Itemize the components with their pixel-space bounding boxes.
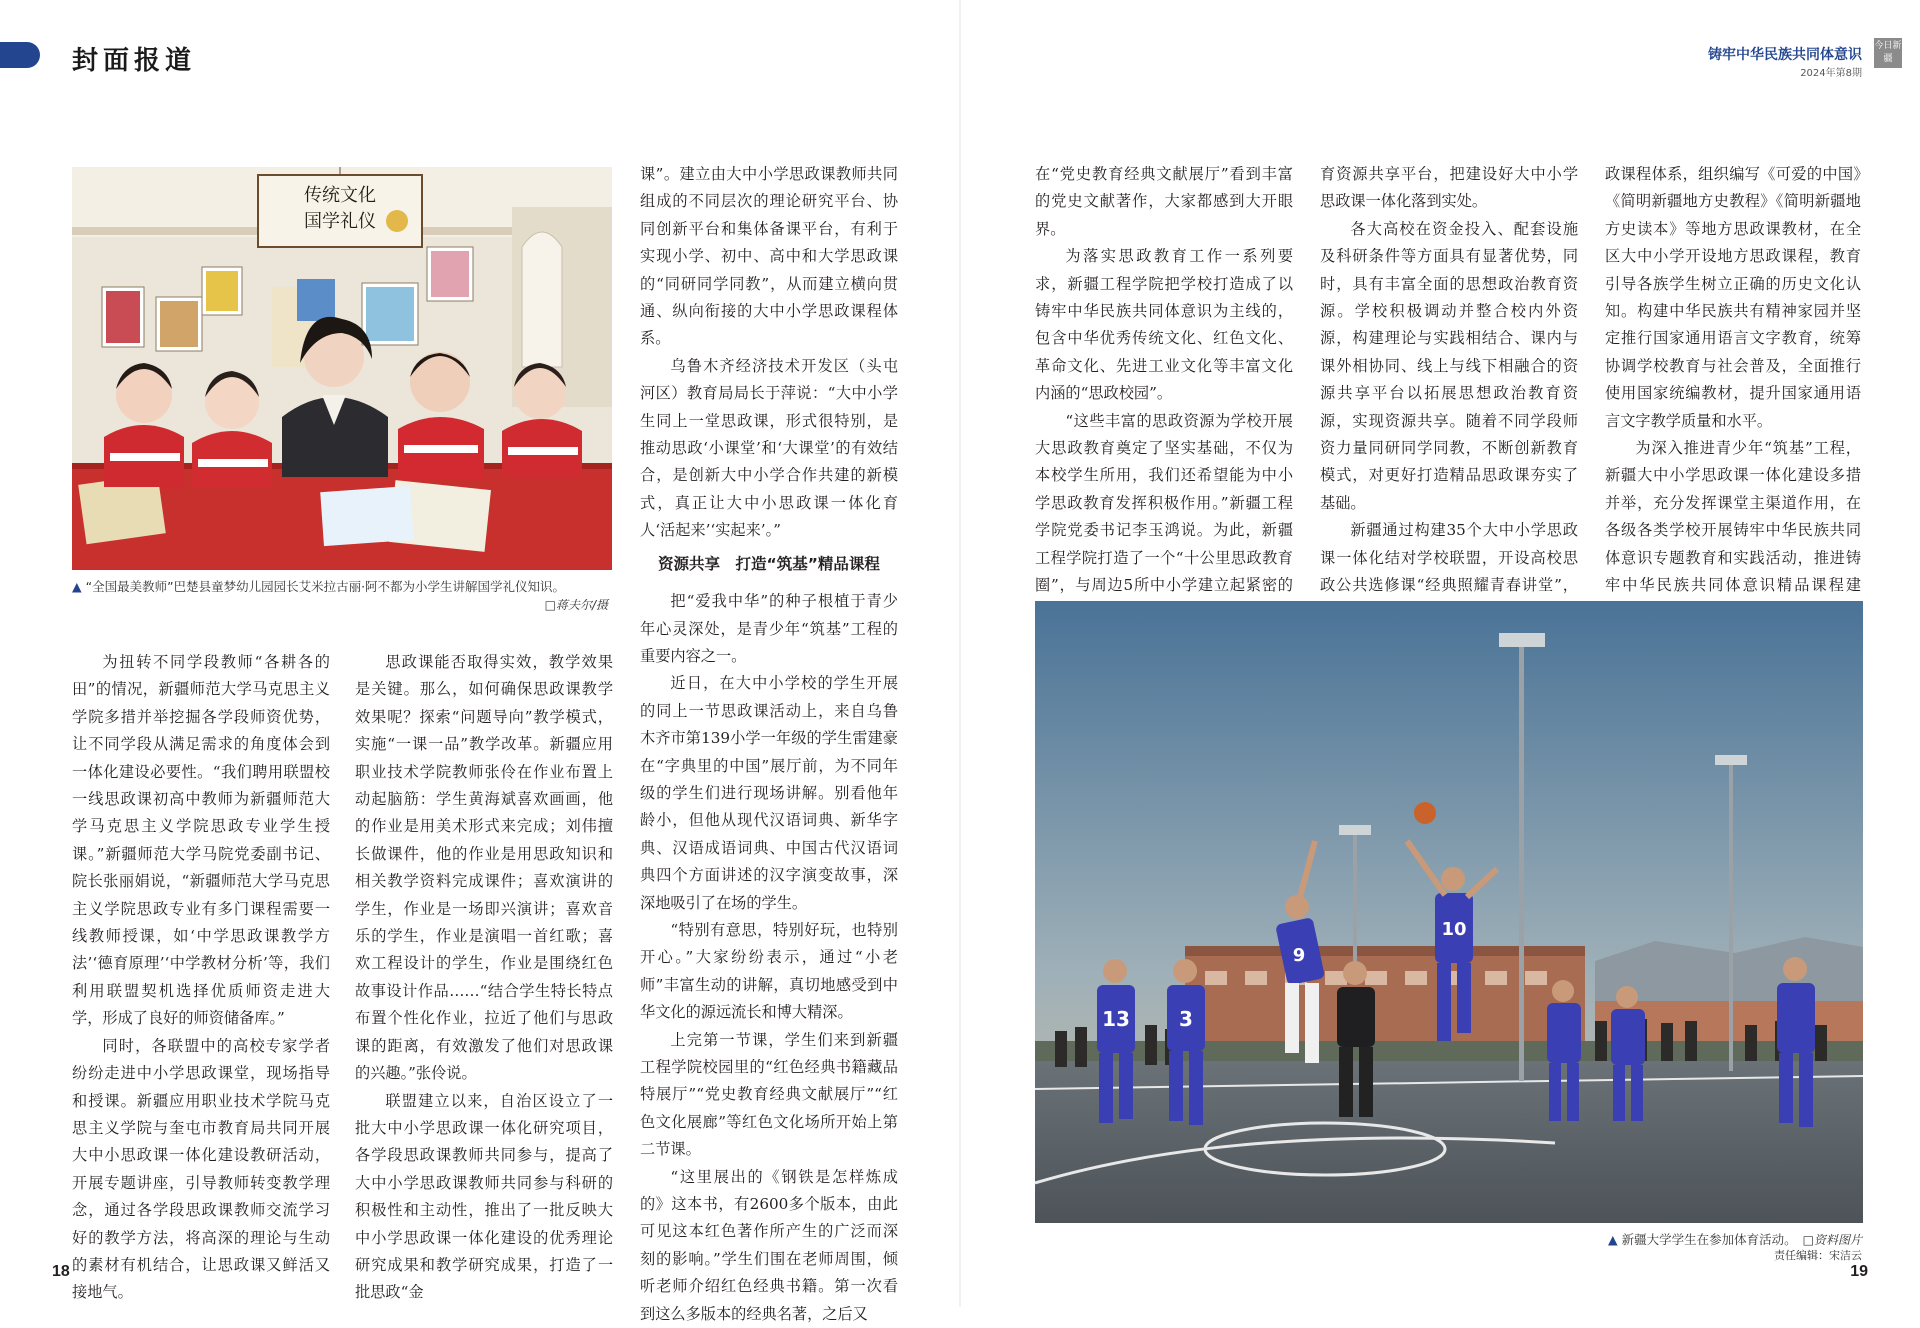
seal-text: 今日新疆: [1874, 41, 1902, 64]
paragraph: 育资源共享平台，把建设好大中小学思政课一体化落到实处。: [1320, 165, 1578, 211]
magazine-title: 铸牢中华民族共同体意识: [1708, 47, 1862, 63]
paragraph: 上完第一节课，学生们来到新疆工程学院校园里的“红色经典书籍藏品特展厅”“党史教育经典文献展厅”“红色文化展廊”等红色文化场所开始上第二节课。: [640, 1030, 898, 1159]
photo2-credit: □资料图片: [1802, 1233, 1862, 1247]
classroom-photo: [72, 167, 612, 570]
basketball-photo: [1035, 601, 1863, 1223]
page-number-left: 18: [52, 1263, 70, 1280]
paragraph: 在“党史教育经典文献展厅”看到丰富的党史文献著作，大家都感到大开眼界。: [1035, 165, 1293, 238]
photo2-caption-text: 新疆大学学生在参加体育活动。: [1621, 1232, 1797, 1247]
paragraph: “特别有意思，特别好玩，也特别开心。”大家纷纷表示，通过“小老师”丰富生动的讲解，真切地感受到中华文化的源远流长和博大精深。: [640, 920, 898, 1022]
issue-number: 2024年第8期: [1800, 68, 1862, 79]
editor-credit: 责任编辑：宋洁云: [1774, 1249, 1862, 1262]
page-number-right: 19: [1850, 1263, 1868, 1280]
photo1-caption-text: “全国最美教师”巴楚县童梦幼儿园园长艾米拉古丽·阿不都为小学生讲解国学礼仪知识。: [85, 579, 566, 594]
section-title: 封面报道: [72, 46, 197, 76]
paragraph: 课”。建立由大中小学思政课教师共同组成的不同层次的理论研究平台、协同创新平台和集体备课平台，有利于实现小学、初中、高中和大学思政课的“同研同学同教”，从而建立横向贯通、纵向衔接的大中小学思政课程体系。: [640, 165, 898, 348]
text-column-5: [1320, 161, 1578, 627]
paragraph-text: 为深入推进青少年“筑基”工程，新疆大中小学思政课一体化建设多措并举，充分发挥课堂主渠道作用，在各级各类学校开展铸牢中华民族共同体意识专题教育和实践活动，推进铸牢中华民族共同体意识精品课程建: [1605, 439, 1861, 595]
text-column-4: [1035, 161, 1293, 627]
photo1-caption: [72, 577, 612, 595]
paragraph: [1605, 435, 1861, 627]
sign-line1: 传统文化: [304, 185, 376, 206]
paragraph: 政课程体系，组织编写《可爱的中国》《简明新疆地方史教程》《简明新疆地方史读本》等地方思政课教材，在全区大中小学开设地方思政课程，教育引导各族学生树立正确的历史文化认知。构建中华民族共有精神家园并坚定推行国家通用语言文字教育，统筹协调学校教育与社会普及，全面推行使用国家统编教材，提升国家通用语言文字教学质量和水平。: [1605, 165, 1861, 430]
basketball: [1414, 802, 1436, 824]
paragraph: 联盟建立以来，自治区设立了一批大中小学思政课一体化研究项目，各学段思政课教师共同参与，提高了大中小学思政课教师共同参与科研的积极性和主动性，推出了一批反映大中小学思政课一体化建设的优秀理论研究成果和教学研究成果，打造了一批思政“金: [355, 1091, 613, 1302]
paragraph: 各大高校在资金投入、配套设施及科研条件等方面具有显著优势，同时，具有丰富全面的思想政治教育资源。学校积极调动并整合校内外资源，构建理论与实践相结合、课内与课外相协同、线上与线下相融合的资源共享平台以拓展思想政治教育资源，实现资源共享。随着不同学段师资力量同研同学同教，不断创新教育模式，对更好打造精品思政课夯实了基础。: [1320, 219, 1578, 512]
text-column-6: [1605, 161, 1861, 627]
section-tab-marker: [0, 42, 40, 68]
paragraph: “这里展出的《钢铁是怎样炼成的》这本书，有2600多个版本，由此可见这本红色著作所产生的广泛而深刻的影响。”学生们围在老师周围，倾听老师介绍红色经典书籍。第一次看到这么多版本的经典名著，之后又: [640, 1167, 898, 1323]
paragraph: 为落实思政教育工作一系列要求，新疆工程学院把学校打造成了以铸牢中华民族共同体意识为主线的，包含中华优秀传统文化、红色文化、革命文化、先进工业文化等丰富文化内涵的“思政校园”。: [1035, 247, 1293, 403]
sign-line2: 国学礼仪: [304, 211, 376, 232]
jersey-number: 9: [1292, 945, 1306, 966]
paragraph: 为扭转不同学段教师“各耕各的田”的情况，新疆师范大学马克思主义学院多措并举挖掘各学段师资优势，让不同学段从满足需求的角度体会到一体化建设必要性。“我们聘用联盟校一线思政课初高中教师为新疆师范大学马克思主义学院思政专业学生授课。”新疆师范大学马院党委副书记、院长张丽娟说，“新疆师范大学马克思主义学院思政专业有多门课程需要一线教师授课，如‘中学思政课教学方法’‘德育原理’‘中学教材分析’等，我们利用联盟契机选择优质师资走进大学，形成了良好的师资储备库。”: [72, 653, 330, 1028]
text-column-1: [72, 649, 330, 1307]
jersey-number: 3: [1179, 1007, 1193, 1031]
paragraph: “这些丰富的思政资源为学校开展大思政教育奠定了坚实基础，不仅为本校学生所用，我们还希望能为中小学思政教育发挥积极作用。”新疆工程学院党委书记李玉鸿说。为此，新疆工程学院打造了一个“十公里思政教育圈”，与周边5所中小学建立起紧密的: [1035, 411, 1293, 595]
paragraph: 同时，各联盟中的高校专家学者纷纷走进中小学思政课堂，现场指导和授课。新疆应用职业技术学院马克思主义学院与奎屯市教育局共同开展大中小思政课一体化建设教研活动，开展专题讲座，引导教师转变教学理念，通过各学段思政课教师交流学习好的教学方法，将高深的理论与生动的素材有机结合，让思政课又鲜活又接地气。: [72, 1036, 330, 1302]
paragraph: 新疆通过构建35个大中小学思政课一体化结对学校联盟，开设高校思政公共选修课“经典照耀青春讲堂”，: [1320, 521, 1578, 595]
paragraph: 乌鲁木齐经济技术开发区（头屯河区）教育局局长于萍说：“大中小学生同上一堂思政课，形式很特别，是推动思政‘小课堂’和‘大课堂’的有效结合，是创新大中小学合作共建的新模式，真正让大中小思政课一体化育人‘活起来’‘实起来’。”: [640, 356, 898, 540]
photo2-caption: [1608, 1230, 1862, 1248]
jersey-number: 13: [1102, 1007, 1130, 1031]
magazine-seal-logo: [1874, 38, 1902, 68]
page-gutter: [959, 0, 961, 1307]
caption-triangle-icon: ▲: [1608, 1232, 1618, 1247]
photo1-credit: □蒋夫尔/摄: [544, 598, 608, 612]
caption-triangle-icon: ▲: [72, 579, 82, 594]
magazine-header: [1708, 44, 1862, 79]
jersey-number: 10: [1441, 919, 1467, 940]
subheading: 资源共享 打造“筑基”精品课程: [658, 554, 880, 573]
paragraph: 近日，在大中小学校的学生开展的同上一节思政课活动上，来自乌鲁木齐市第139小学一年级的学生雷建豪在“字典里的中国”展厅前，为不同年级的学生们进行现场讲解。别看他年龄小，但他从现代汉语词典、新华字典、汉语成语词典、中国古代汉语词典四个方面讲述的汉字演变故事，深深地吸引了在场的学生。: [640, 674, 898, 912]
paragraph: 把“爱我中华”的种子根植于青少年心灵深处，是青少年“筑基”工程的重要内容之一。: [640, 592, 898, 665]
text-column-2: [355, 649, 613, 1307]
paragraph: 思政课能否取得实效，教学效果是关键。那么，如何确保思政课教学效果呢？探索“问题导向”教学模式，实施“一课一品”教学改革。新疆应用职业技术学院教师张伶在作业布置上动起脑筋：学生黄海斌喜欢画画，他的作业是用美术形式来完成；刘伟擅长做课件，他的作业是用思政知识和相关教学资料完成课件；喜欢演讲的学生，作业是一场即兴演讲；喜欢音乐的学生，作业是演唱一首红歌；喜欢工程设计的学生，作业是围绕红色故事设计作品……“结合学生特长特点布置个性化作业，拉近了他们与思政课的距离，有效激发了他们对思政课的兴趣。”张伶说。: [355, 653, 613, 1083]
text-column-3: [640, 161, 898, 1328]
